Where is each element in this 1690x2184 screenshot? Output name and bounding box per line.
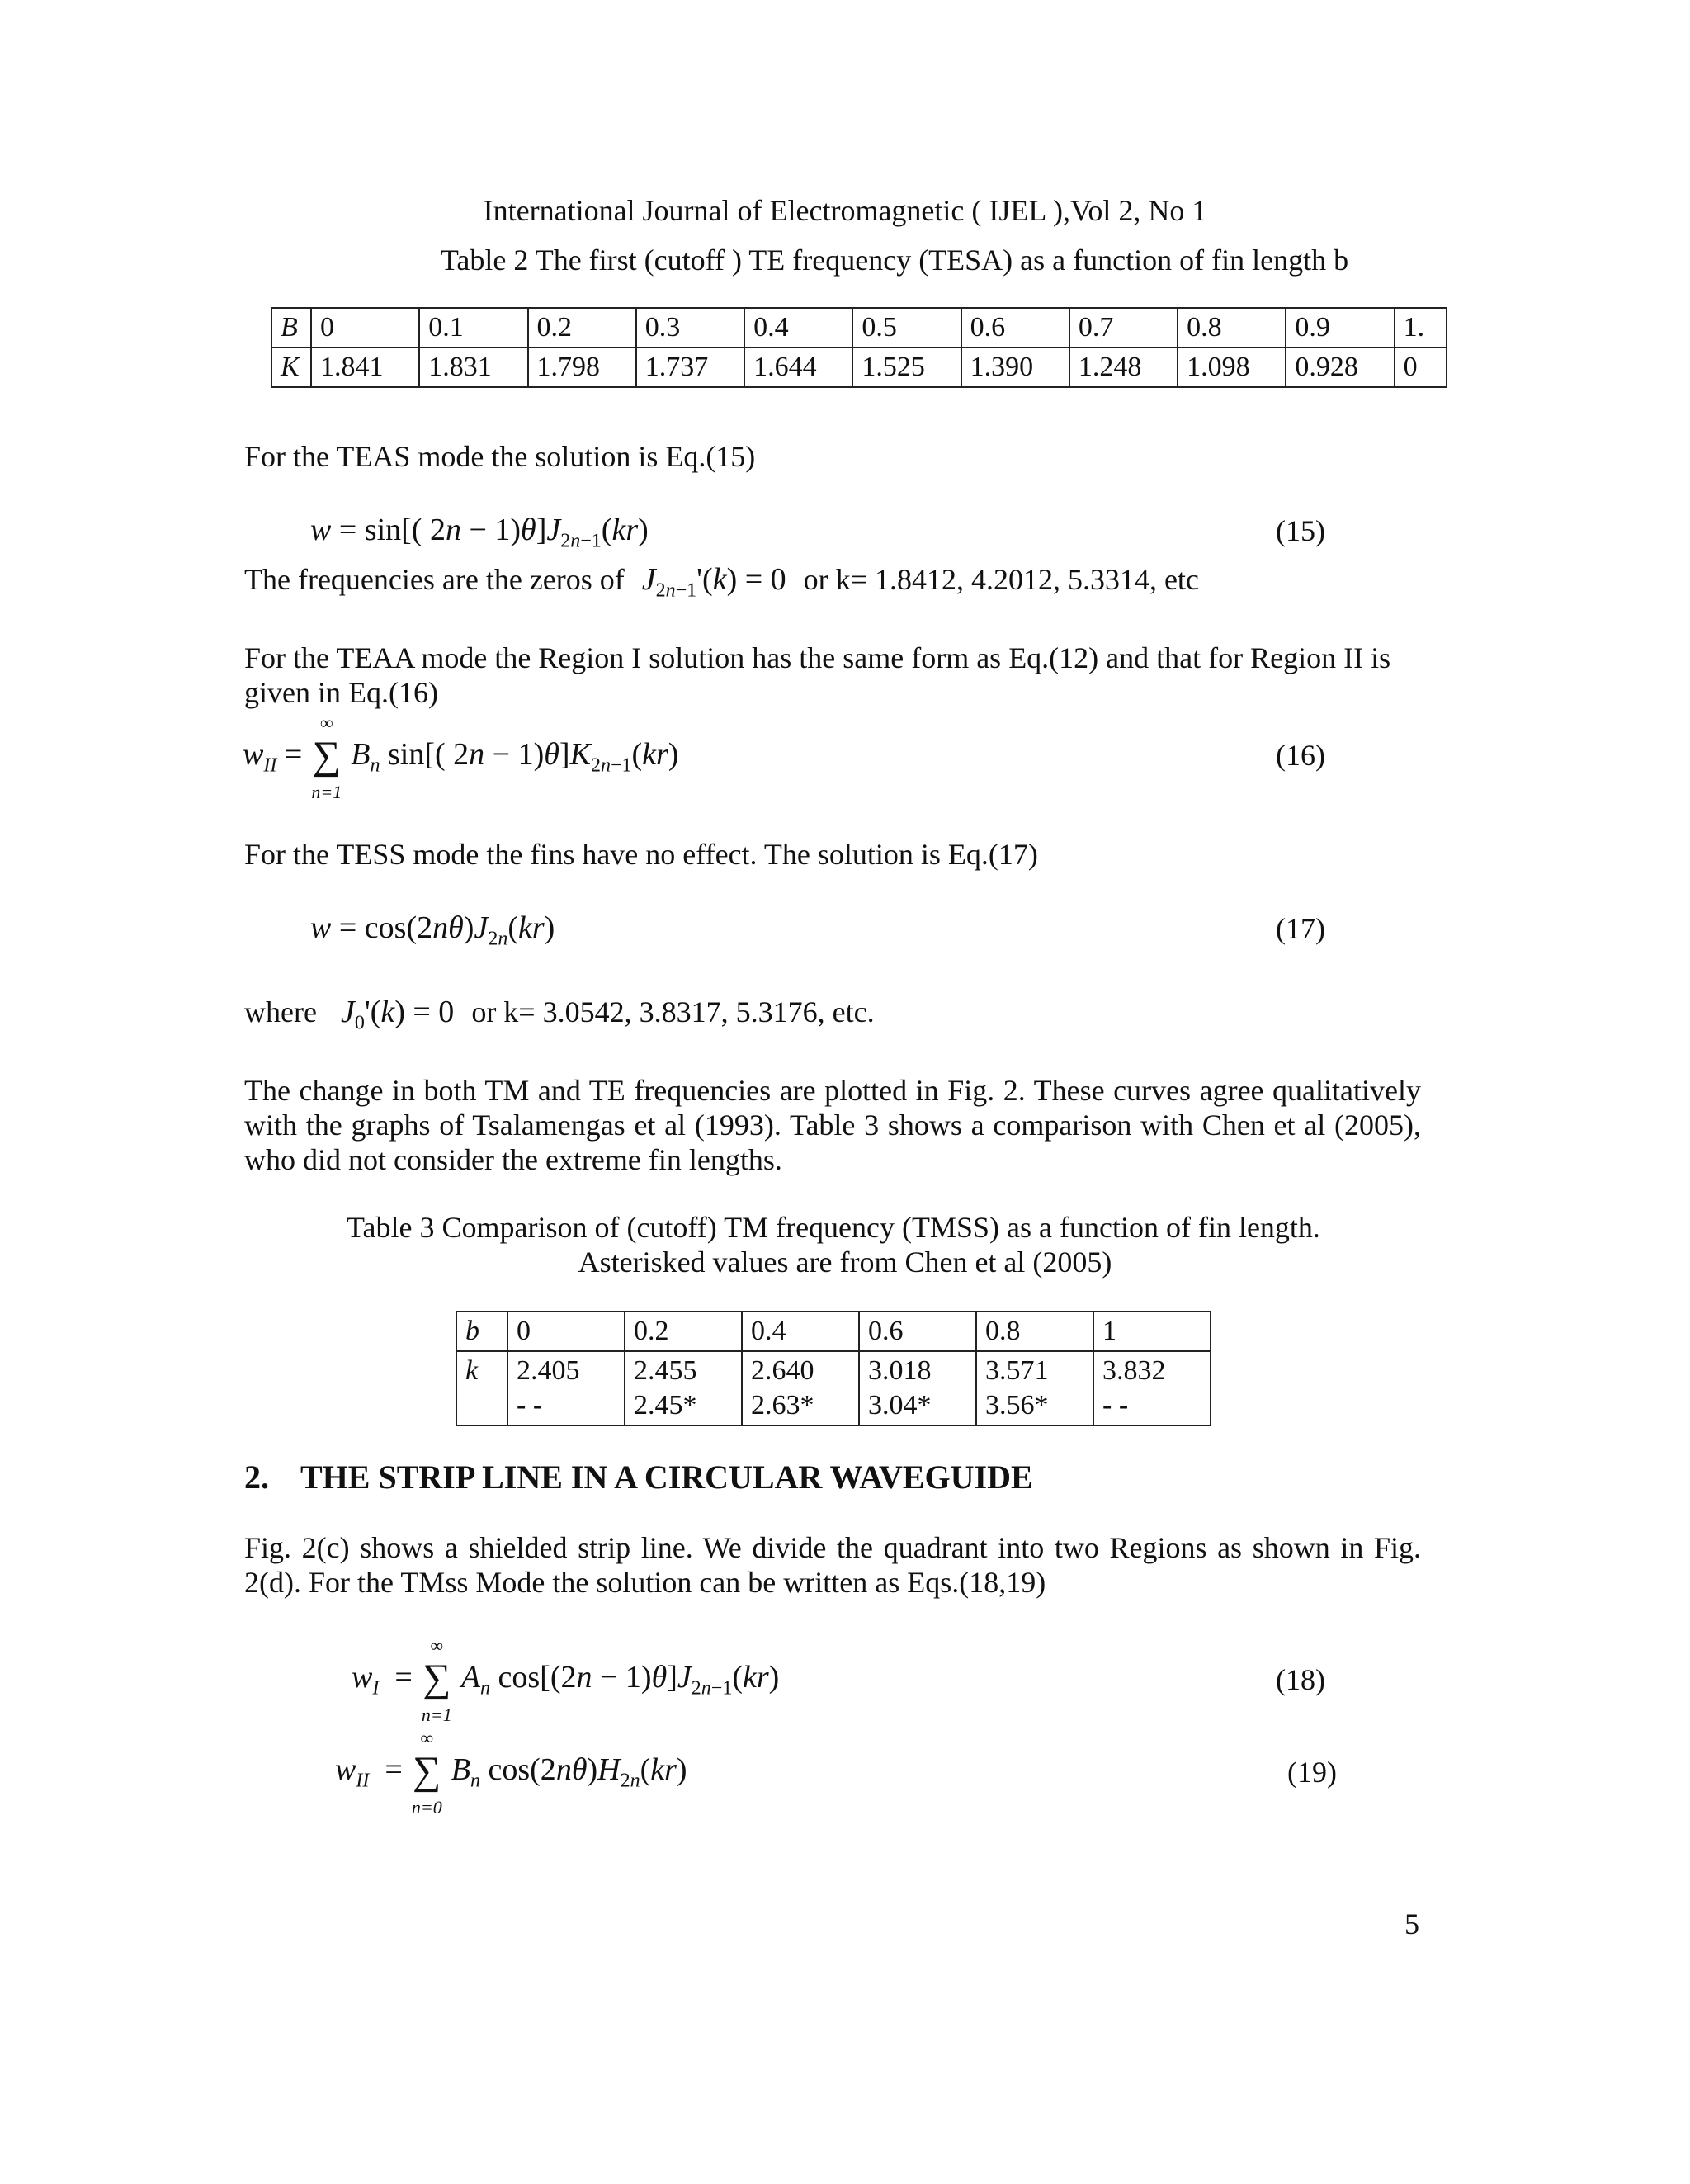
table2-cell: 0 xyxy=(311,308,419,347)
table3-caption-line2: Asterisked values are from Chen et al (2005) xyxy=(578,1246,1112,1279)
tess-intro: For the TESS mode the fins have no effect. The solution is Eq.(17) xyxy=(244,838,1038,871)
table2-cell: 0.7 xyxy=(1069,308,1178,347)
table3 xyxy=(456,1311,1211,1426)
table3-cell-stack xyxy=(1093,1351,1211,1425)
table2-cell: 0.8 xyxy=(1178,308,1286,347)
table3-cell-stack xyxy=(859,1351,976,1425)
tess-where-line xyxy=(244,994,875,1034)
equation-19-number: (19) xyxy=(1287,1756,1337,1789)
table3-cell-stack xyxy=(625,1351,742,1425)
table3-cell: 0.2 xyxy=(625,1312,742,1351)
table2-cell: 0.9 xyxy=(1286,308,1394,347)
table3-chen-value: 3.04* xyxy=(868,1390,932,1421)
tess-where-formula: $J_0'(k) = 0$ xyxy=(340,995,455,1034)
table2-cell: 1.831 xyxy=(419,347,527,387)
table2-cell: 1.248 xyxy=(1069,347,1178,387)
table2-cell: 0.928 xyxy=(1286,347,1394,387)
table3-cell: 0 xyxy=(507,1312,625,1351)
table3-cell: 1 xyxy=(1093,1312,1211,1351)
equation-19: $w_{II}$ = ∞ ∑ n=0 $B_n$ $\cos(2n\theta)H_{2n}(kr)$ xyxy=(335,1727,687,1818)
tess-where-prefix: where xyxy=(244,995,317,1028)
table2-cell: 0.5 xyxy=(852,308,961,347)
table3-k-value: 3.571 xyxy=(985,1355,1049,1386)
equation-16-number: (16) xyxy=(1276,739,1325,772)
section-number: 2. xyxy=(244,1458,269,1496)
table3-chen-value: 2.63* xyxy=(751,1390,814,1421)
table3-k-value: 2.405 xyxy=(517,1355,580,1386)
table2-cell: 0.1 xyxy=(419,308,527,347)
journal-header: International Journal of Electromagnetic ( IJEL ),Vol 2, No 1 xyxy=(483,194,1207,227)
table2-row-b xyxy=(271,308,1447,347)
tess-where-suffix: or k= 3.0542, 3.8317, 5.3176, etc. xyxy=(471,995,875,1028)
table3-cell: 0.6 xyxy=(859,1312,976,1351)
table3-chen-value: 2.45* xyxy=(634,1390,697,1421)
section-heading xyxy=(244,1458,1033,1496)
equation-18: $w_I$ = ∞ ∑ n=1 $A_n$ $\cos[(2n - 1)\theta]J_{2n-1}(kr)$ xyxy=(352,1634,780,1725)
equation-15: w = sin[( $2n - 1)\theta]J_{2n-1}(kr)$ xyxy=(310,513,649,552)
table2 xyxy=(271,307,1447,388)
table3-caption-line1: Table 3 Comparison of (cutoff) TM frequency (TMSS) as a function of fin length. xyxy=(347,1211,1320,1244)
teas-frequency-formula: $J_{2n-1}'(k) = 0$ xyxy=(641,562,786,602)
teas-frequency-prefix: The frequencies are the zeros of xyxy=(244,563,625,596)
teaa-intro: For the TEAA mode the Region I solution has the same form as Eq.(12) and that for Region II is given in Eq.(16) xyxy=(244,641,1391,709)
table3-label-k: k xyxy=(456,1351,507,1425)
table2-cell: 1.390 xyxy=(961,347,1069,387)
table3-cell: 0.8 xyxy=(976,1312,1093,1351)
table2-cell: 0.2 xyxy=(528,308,636,347)
table3-cell-stack xyxy=(976,1351,1093,1425)
table2-cell: 0.6 xyxy=(961,308,1069,347)
table2-caption: Table 2 The first (cutoff ) TE frequency (TESA) as a function of fin length b xyxy=(440,243,1349,277)
table2-cell: 0.3 xyxy=(636,308,744,347)
table3-row-k xyxy=(456,1351,1211,1425)
equation-18-number: (18) xyxy=(1276,1663,1325,1696)
page-number: 5 xyxy=(1404,1907,1419,1941)
table2-cell: 1.841 xyxy=(311,347,419,387)
table2-cell: 1.525 xyxy=(852,347,961,387)
table3-chen-value: - - xyxy=(517,1390,543,1421)
equation-17-number: (17) xyxy=(1276,912,1325,945)
equation-15-number: (15) xyxy=(1276,514,1325,547)
equation-17: $w = \cos(2n\theta)J_{2n}(kr)$ xyxy=(310,910,555,950)
table3-k-value: 3.018 xyxy=(868,1355,932,1386)
table2-cell: 1.737 xyxy=(636,347,744,387)
table3-k-value: 2.640 xyxy=(751,1355,814,1386)
table2-cell: 1. xyxy=(1395,308,1447,347)
teas-frequency-line xyxy=(244,561,1199,602)
table3-chen-value: 3.56* xyxy=(985,1390,1049,1421)
table3-row-b xyxy=(456,1312,1211,1351)
teas-frequency-suffix: or k= 1.8412, 4.2012, 5.3314, etc xyxy=(803,563,1199,596)
teas-intro: For the TEAS mode the solution is Eq.(15) xyxy=(244,440,756,473)
table3-k-value: 2.455 xyxy=(634,1355,697,1386)
table3-k-value: 3.832 xyxy=(1102,1355,1166,1386)
table2-cell: 1.644 xyxy=(744,347,852,387)
section-title: THE STRIP LINE IN A CIRCULAR WAVEGUIDE xyxy=(300,1458,1033,1496)
table2-cell: 0 xyxy=(1395,347,1447,387)
section2-paragraph: Fig. 2(c) shows a shielded strip line. We divide the quadrant into two Regions as shown in Fig. 2(d). For the TMss Mode the solution can be written as Eqs.(18,19) xyxy=(244,1531,1421,1599)
table3-cell-stack xyxy=(742,1351,859,1425)
summation-symbol: ∞ ∑ n=1 xyxy=(311,711,342,802)
table3-cell: 0.4 xyxy=(742,1312,859,1351)
table2-label-k: K xyxy=(271,347,311,387)
table2-row-k xyxy=(271,347,1447,387)
table2-cell: 1.798 xyxy=(528,347,636,387)
summation-symbol: ∞ ∑ n=1 xyxy=(421,1634,452,1725)
equation-16: $w_{II}$ = ∞ ∑ n=1 $B_n$ sin[( $2n - 1)\theta]K_{2n-1}(kr)$ xyxy=(243,711,679,802)
table2-cell: 1.098 xyxy=(1178,347,1286,387)
table3-label-b: b xyxy=(456,1312,507,1351)
summation-symbol: ∞ ∑ n=0 xyxy=(411,1727,442,1818)
table2-cell: 0.4 xyxy=(744,308,852,347)
discussion-paragraph: The change in both TM and TE frequencies are plotted in Fig. 2. These curves agree qualitatively with the graphs of Tsalamengas et al (1993). Table 3 shows a comparison with Chen et al (2005), who did not consider the extreme fin lengths. xyxy=(244,1074,1421,1176)
table3-cell-stack xyxy=(507,1351,625,1425)
table3-chen-value: - - xyxy=(1102,1390,1129,1421)
table2-label-b: B xyxy=(271,308,311,347)
